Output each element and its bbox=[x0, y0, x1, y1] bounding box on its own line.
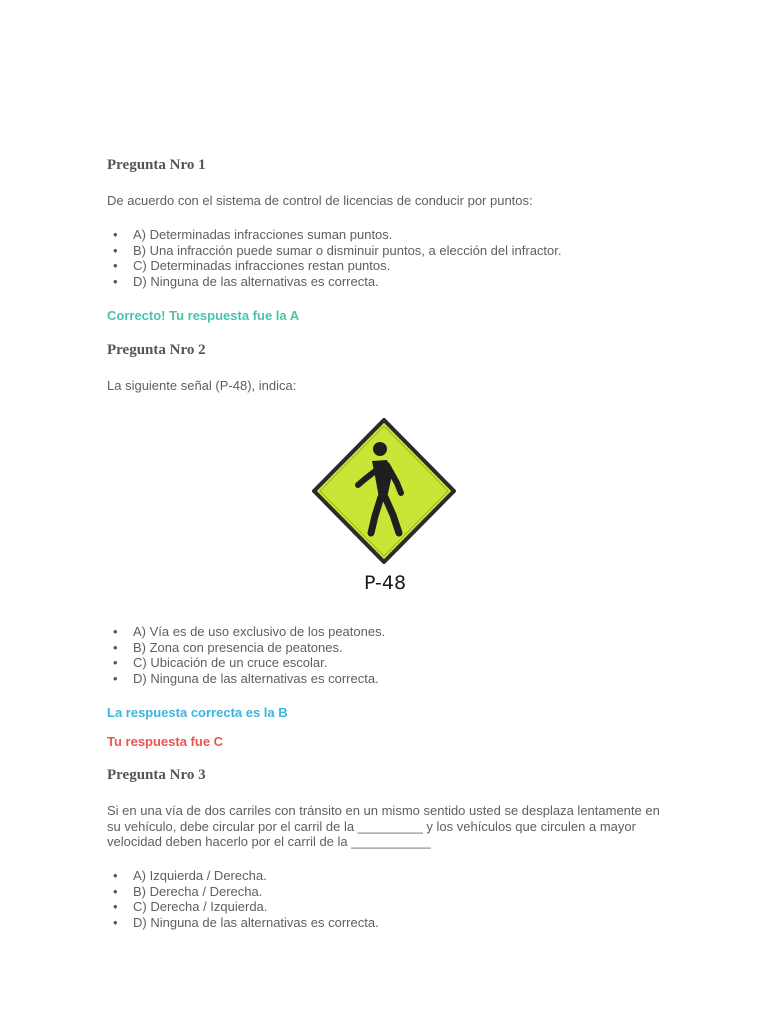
option-a: • A) Determinadas infracciones suman puntos. bbox=[107, 227, 562, 243]
question-2-user-answer: Tu respuesta fue C bbox=[107, 734, 224, 749]
option-a: • A) Izquierda / Derecha. bbox=[107, 868, 379, 884]
question-1-feedback: Correcto! Tu respuesta fue la A bbox=[107, 308, 300, 323]
sign-figure bbox=[309, 415, 461, 600]
option-b: • B) Derecha / Derecha. bbox=[107, 884, 379, 900]
option-d: • D) Ninguna de las alternativas es correcta. bbox=[107, 671, 385, 687]
option-d: • D) Ninguna de las alternativas es correcta. bbox=[107, 274, 562, 290]
question-3-options bbox=[107, 868, 379, 931]
sign-label: P-48 bbox=[363, 572, 407, 594]
question-1-title: Pregunta Nro 1 bbox=[107, 157, 206, 173]
option-c: • C) Derecha / Izquierda. bbox=[107, 899, 379, 915]
option-a: • A) Vía es de uso exclusivo de los peatones. bbox=[107, 624, 385, 640]
question-2-text: La siguiente señal (P-48), indica: bbox=[107, 378, 297, 393]
question-1-options bbox=[107, 227, 562, 290]
question-2-correct-answer: La respuesta correcta es la B bbox=[107, 705, 288, 720]
option-d: • D) Ninguna de las alternativas es correcta. bbox=[107, 915, 379, 931]
option-c: • C) Determinadas infracciones restan puntos. bbox=[107, 258, 562, 274]
question-1-text: De acuerdo con el sistema de control de licencias de conducir por puntos: bbox=[107, 193, 533, 208]
question-3-text: Si en una vía de dos carriles con tránsito en un mismo sentido usted se desplaza lentamente en su vehículo, debe circular por el carril de la _________ y los vehículos que circulen a mayor velocidad deben hacerlo por el carril de la ___________ bbox=[107, 803, 660, 850]
option-b: • B) Zona con presencia de peatones. bbox=[107, 640, 385, 656]
question-2-options bbox=[107, 624, 385, 687]
question-3-title: Pregunta Nro 3 bbox=[107, 767, 206, 783]
question-2-title: Pregunta Nro 2 bbox=[107, 342, 206, 358]
option-b: • B) Una infracción puede sumar o disminuir puntos, a elección del infractor. bbox=[107, 243, 562, 259]
option-c: • C) Ubicación de un cruce escolar. bbox=[107, 655, 385, 671]
